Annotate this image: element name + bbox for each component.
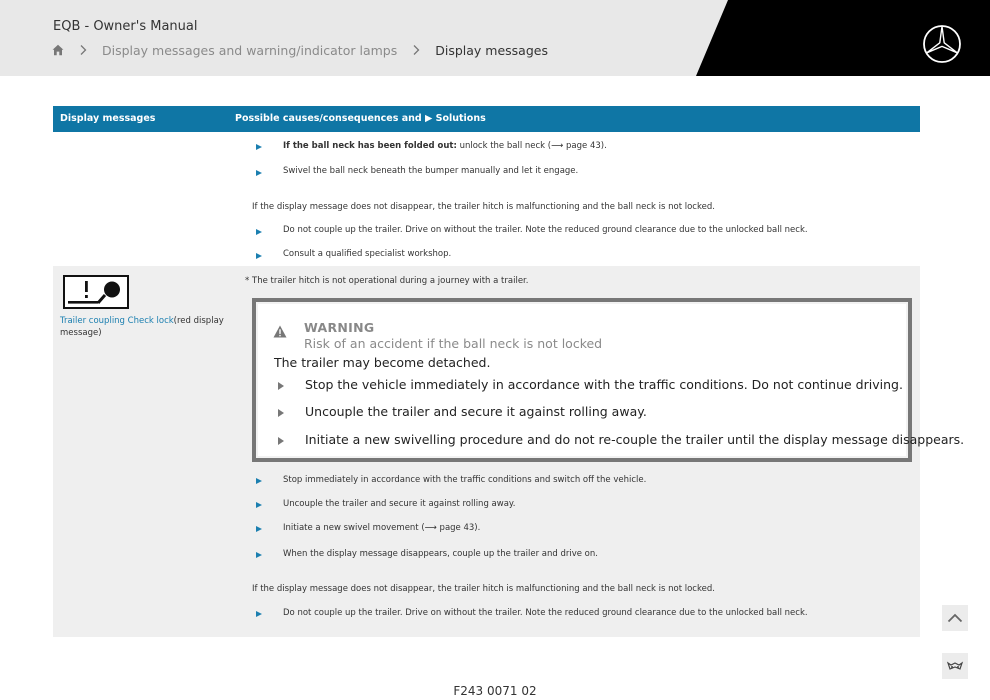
breadcrumb [52, 41, 548, 59]
step-arrow-icon [256, 526, 262, 532]
step-arrow-icon [278, 437, 284, 445]
step-arrow-icon [256, 611, 262, 617]
step-item: Uncouple the trailer and secure it against rolling away. [283, 499, 516, 509]
app-title: EQB - Owner's Manual [53, 19, 198, 34]
step-item: When the display message disappears, couple up the trailer and drive on. [283, 549, 598, 559]
breadcrumb-current: Display messages [435, 42, 548, 58]
figure-code: F243 0071 02 [453, 684, 537, 698]
step-item: Do not couple up the trailer. Drive on without the trailer. Note the reduced ground clearance due to the unlocked ball neck. [283, 608, 808, 618]
table-row [53, 132, 920, 266]
table-header [53, 106, 920, 132]
footnote-star: * [245, 276, 250, 286]
warning-box [252, 298, 965, 462]
step-arrow-icon [256, 502, 262, 508]
warning-step: Uncouple the trailer and secure it against rolling away. [305, 404, 647, 419]
bullet-text: The trailer hitch is not operational during a journey with a trailer. [252, 276, 529, 286]
warning-triangle-icon [273, 323, 287, 336]
step-item: Initiate a new swivel movement (⟶ page 43). [283, 523, 481, 533]
note-text: If the display message does not disappear, the trailer hitch is malfunctioning and the ball neck is not locked. [252, 202, 715, 212]
step-arrow-icon [256, 478, 262, 484]
column-header-display-messages: Display messages [60, 113, 156, 124]
trailer-coupling-warning-icon [63, 275, 129, 309]
warning-step: Stop the vehicle immediately in accordance with the traffic conditions. Do not continue driving. [305, 377, 903, 392]
step-arrow-icon [256, 552, 262, 558]
step-arrow-icon [256, 170, 262, 176]
warning-title: WARNING [304, 320, 375, 335]
step-item: If the ball neck has been folded out: unlock the ball neck (⟶ page 43). [283, 141, 607, 151]
trailer-coupling-link[interactable]: Trailer coupling Check lock [60, 316, 174, 326]
warning-subtitle: Risk of an accident if the ball neck is not locked [304, 336, 603, 351]
step-item: Stop immediately in accordance with the traffic conditions and switch off the vehicle. [283, 475, 647, 485]
chevron-right-icon [411, 44, 421, 56]
column-header-solutions: Possible causes/consequences and ▶ Solutions [235, 113, 486, 124]
step-arrow-icon [278, 409, 284, 417]
chat-assistant-button[interactable] [942, 653, 968, 679]
step-arrow-icon [256, 144, 262, 150]
assistant-icon [942, 653, 968, 679]
display-message-caption: Trailer coupling Check lock(red display message) [60, 316, 224, 338]
mercedes-star-logo[interactable] [922, 24, 962, 64]
step-item: Swivel the ball neck beneath the bumper manually and let it engage. [283, 166, 579, 176]
warning-box-inner [258, 304, 965, 456]
step-arrow-icon [278, 382, 284, 390]
warning-step: Initiate a new swivelling procedure and do not re-couple the trailer until the display message disappears. [305, 432, 965, 447]
breadcrumb-link-display-messages-and-lamps[interactable]: Display messages and warning/indicator lamps [102, 42, 398, 58]
home-icon[interactable] [52, 44, 64, 56]
step-item: Consult a qualified specialist workshop. [283, 249, 452, 259]
note-text: If the display message does not disappear, the trailer hitch is malfunctioning and the ball neck is not locked. [252, 584, 715, 594]
step-item: Do not couple up the trailer. Drive on without the trailer. Note the reduced ground clearance due to the unlocked ball neck. [283, 225, 808, 235]
chevron-up-icon [942, 605, 968, 631]
chevron-right-icon [78, 44, 88, 56]
warning-consequence: The trailer may become detached. [274, 355, 491, 370]
step-arrow-icon [256, 253, 262, 259]
step-arrow-icon [256, 229, 262, 235]
scroll-to-top-button[interactable] [942, 605, 968, 631]
